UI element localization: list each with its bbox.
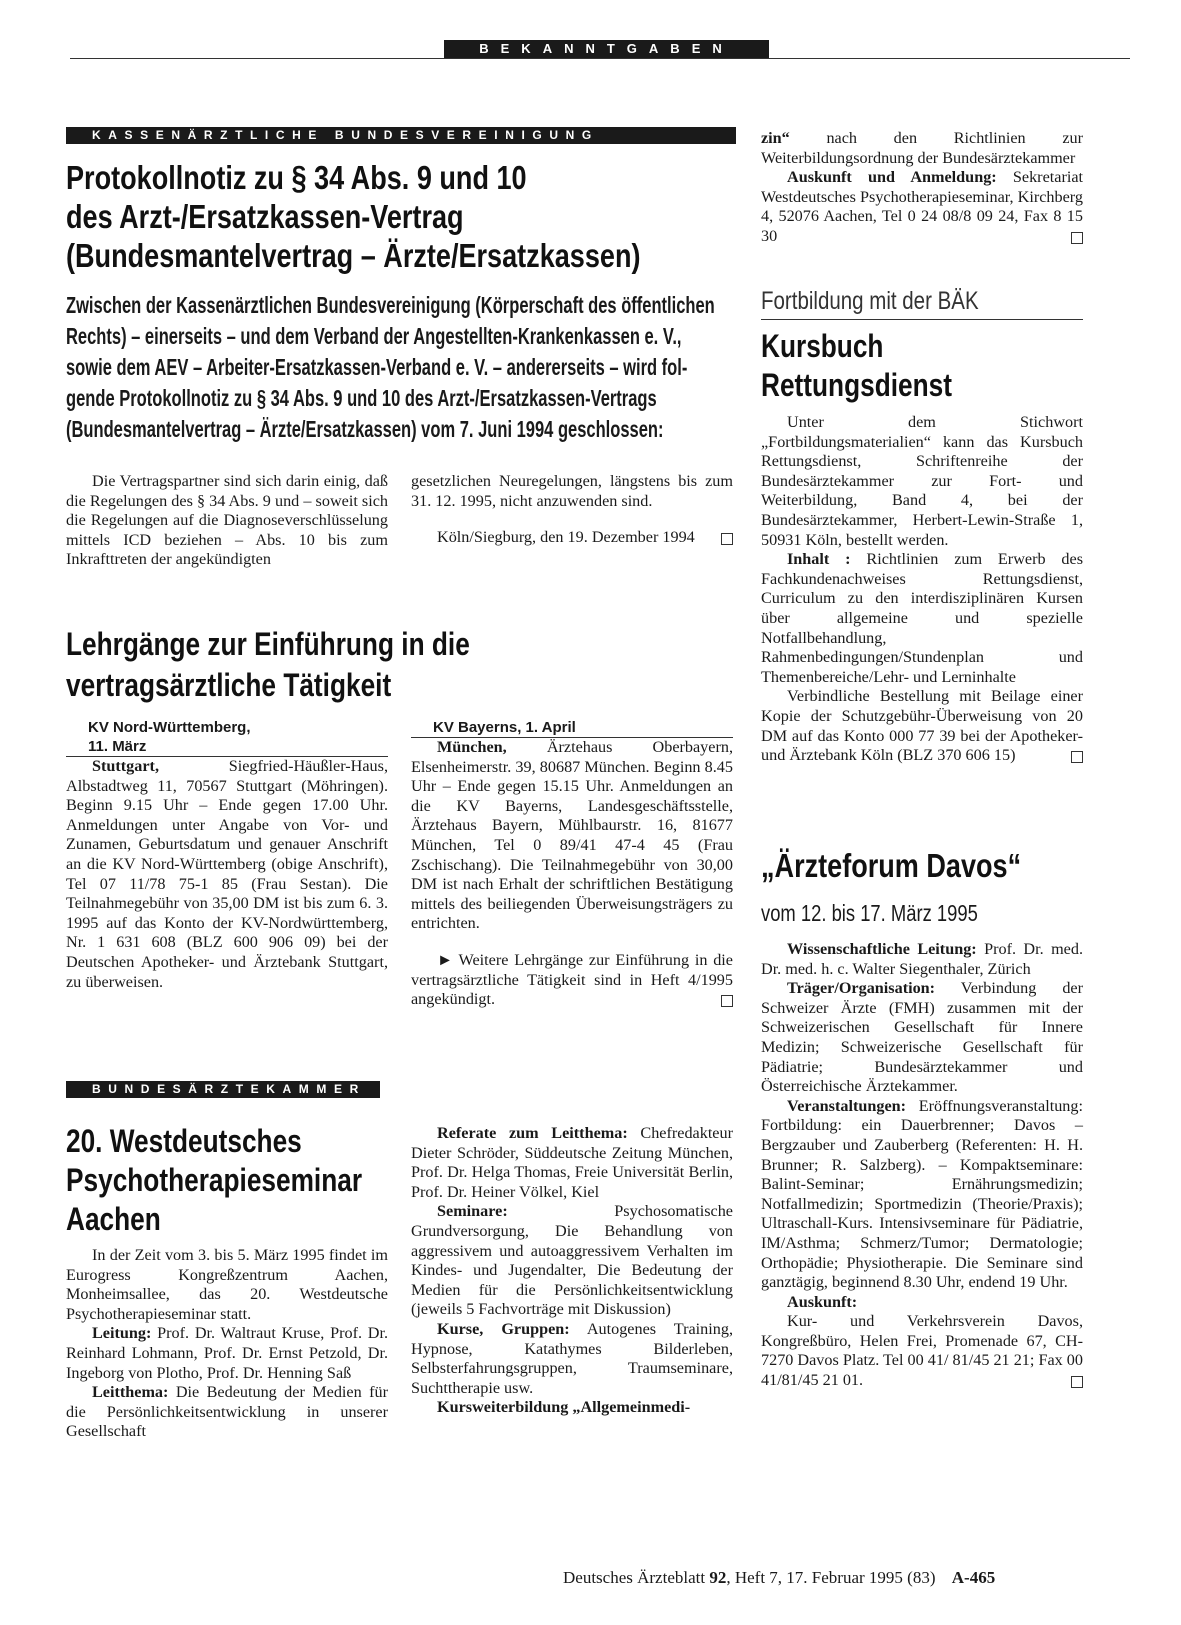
kbv-text-col1: Die Vertragspartner sind sich darin einig, daß die Regelungen des § 34 Abs. 9 und – soweit sich die Regelungen auf die Diagnoseverschlüsselung mittels ICD beziehen – Abs. 10 bis zum Inkrafttreten der angekündigten	[66, 472, 388, 569]
lehrgaenge-title: Lehrgänge zur Einführung in die vertragsärztliche Tätigkeit	[66, 626, 470, 703]
davos-text: Wissenschaftliche Leitung: Prof. Dr. med. Dr. med. h. c. Walter Siegenthaler, Zürich Träger/Organisation: Verbindung der Schweizer Ärzte (FMH) zusammen mit der Schweizerischen Gesellschaft für Innere Medizin; Schweizerische Gesellschaft für Pädiatrie; Bundesärztekammer und Österreichische Ärztekammer. Veranstaltungen: Eröffnungsveranstaltung: Fortbildung: ein Dauerbrenner; Davos – Bergzauber und Zauberberg (Referenten: H. H. Brunner; R. Salzberg). – Kompaktseminare: Balint-Seminar; Ernährungsmedizin; Notfallmedizin; Sportmedizin (Theorie/Praxis); Ultraschall-Kurs. Intensivseminare für Pädiatrie, IM/Asthma; Schmerz/Tumor; Dermatologie; Orthopädie; Physiotherapie. Die Seminare sind ganztägig, beginnend 8.30 Uhr, endend 19 Uhr. Auskunft: Kur- und Verkehrsverein Davos, Kongreßbüro, Helen Frei, Promenade 67, CH-7270 Davos Platz. Tel 00 41/ 81/45 21 21; Fax 00 41/81/45 21 01.	[761, 940, 1083, 1390]
kv-bayern-col: KV Bayerns, 1. April München, Ärztehaus Oberbayern, Elsenheimerstr. 39, 80687 München. Beginn 8.45 Uhr – Ende gegen 15.15 Uhr. Anmeldungen an die KV Bayerns, Landesgeschäftsstelle, Ärztehaus Bayern, Mühlbaurstr. 16, 81677 München, Tel 0 89/41 47-4 45 (Frau Zschischang). Die Teilnahmegebühr von 30,00 DM ist nach Erhalt der schriftlichen Bestätigung mittels des beiliegenden Überweisungsträgers zu entrichten. ► Weitere Lehrgänge zur Einführung in die vertragsärztliche Tätigkeit sind in Heft 4/1995 angekündigt.	[411, 719, 733, 1009]
end-mark-icon	[1071, 232, 1083, 244]
kicker-rule	[761, 319, 1083, 320]
kv-nord-heading: KV Nord-Württemberg, 11. März	[66, 718, 388, 757]
page-footer	[563, 1567, 995, 1589]
journal-name: Deutsches Ärzteblatt	[563, 1568, 706, 1587]
more-courses-note: ► Weitere Lehrgänge zur Einführung in die vertragsärztliche Tätigkeit sind in Heft 4/1995 angekündigt.	[411, 950, 733, 1009]
kv-bayern-heading: KV Bayerns, 1. April	[411, 718, 733, 738]
journal-issue: , Heft 7, 17. Februar 1995 (83)	[726, 1568, 936, 1587]
psycho-seminar-title: 20. Westdeutsches Psychotherapieseminar Aachen	[66, 1123, 363, 1237]
psycho-col1: In der Zeit vom 3. bis 5. März 1995 findet im Eurogress Kongreßzentrum Aachen, Monheimsallee, das 20. Westdeutsche Psychotherapieseminar statt. Leitung: Prof. Dr. Waltraut Kruse, Prof. Dr. Reinhard Lohmann, Prof. Dr. Ernst Petzold, Dr. Ingeborg von Plotho, Prof. Dr. Henning Saß Leitthema: Die Bedeutung der Medien für die Persönlichkeitsentwicklung in unserer Gesellschaft	[66, 1246, 388, 1441]
davos-subtitle: vom 12. bis 17. März 1995	[761, 900, 978, 926]
top-rule	[70, 58, 1130, 59]
section-banner: BEKANNTGABEN	[444, 40, 769, 58]
end-mark-icon	[1071, 751, 1083, 763]
end-mark-icon	[721, 533, 733, 545]
kbv-signature: Köln/Siegburg, den 19. Dezember 1994	[437, 528, 695, 547]
kursbuch-text: Unter dem Stichwort „Fortbildungsmaterialien“ kann das Kursbuch Rettungsdienst, Schriftenreihe der Bundesärztekammer zur Fort- und Weiterbildung, Band 4, bei der Bundesärztekammer, Herbert-Lewin-Straße 1, 50931 Köln, bestellt werden. Inhalt : Richtlinien zum Erwerb des Fachkundenachweises Rettungsdienst, Curriculum zu den interdisziplinären Kursen über allgemeine und spezielle Notfallbehandlung, Rahmenbedingungen/Stundenplan und Themenbereiche/Lehr- und Lerninhalte Verbindliche Bestellung mit Beilage einer Kopie der Schutzgebühr-Überweisung von 20 DM auf das Konto 000 77 39 bei der Apotheker- und Ärztebank Köln (BLZ 370 606 15)	[761, 413, 1083, 765]
kursbuch-kicker: Fortbildung mit der BÄK	[761, 287, 979, 315]
psycho-col2: Referate zum Leitthema: Chefredakteur Dieter Schröder, Süddeutsche Zeitung München, Prof. Dr. Helga Thomas, Freie Universität Berlin, Prof. Dr. Heiner Völkel, Kiel Seminare: Psychosomatische Grundversorgung, Die Behandlung von aggressivem und autoaggressivem Verhalten im Kindes- und Jugendalter, Die Bedeutung der Medien für die Persönlichkeitsentwicklung (jeweils 5 Fachvorträge mit Diskussion) Kurse, Gruppen: Autogenes Training, Hypnose, Katathymes Bilderleben, Selbsterfahrungsgruppen, Traumseminare, Suchttherapie usw. Kursweiterbildung „Allgemeinmedi-	[411, 1124, 733, 1417]
davos-title: „Ärzteforum Davos“	[761, 847, 1022, 884]
page-number: A-465	[951, 1568, 996, 1587]
kursbuch-title: Kursbuch Rettungsdienst	[761, 328, 952, 403]
kbv-title: Protokollnotiz zu § 34 Abs. 9 und 10 des Arzt-/Ersatzkassen-Vertrag (Bundesmantelvertrag – Ärzte/Ersatzkassen)	[66, 159, 641, 274]
journal-volume: 92	[709, 1568, 727, 1587]
baek-section-bar: BUNDESÄRZTEKAMMER	[66, 1081, 380, 1098]
psycho-continued: zin“ nach den Richtlinien zur Weiterbildungsordnung der Bundesärztekammer Auskunft und Anmeldung: Sekretariat Westdeutsches Psychotherapieseminar, Kirchberg 4, 52076 Aachen, Tel 0 24 08/8 09 24, Fax 8 15 30	[761, 129, 1084, 245]
kbv-intro: Zwischen der Kassenärztlichen Bundesvereinigung (Körperschaft des öffentlichen Rechts) – einerseits – und dem Verband der Angestellten-Krankenkassen e. V., sowie dem AEV – Arbeiter-Ersatzkassen-Verband e. V. – andererseits – wird fol- gende Protokollnotiz zu § 34 Abs. 9 und 10 des Arzt-/Ersatzkassen-Vertrags (Bundesmantelvertrag – Ärzte/Ersatzkassen) vom 7. Juni 1994 geschlossen:	[66, 292, 715, 442]
kv-nord-col: KV Nord-Württemberg, 11. März Stuttgart, Siegfried-Häußler-Haus, Albstadtweg 11, 70567 Stuttgart (Möhringen). Beginn 9.15 Uhr – Ende gegen 17.00 Uhr. Anmeldungen unter Angabe von Vor- und Zunamen, Geburtsdatum und genauer Anschrift an die KV Nord-Württemberg (obige Anschrift), Tel 07 11/78 75-1 85 (Frau Sestan). Die Teilnahmegebühr von 35,00 DM ist bis zum 6. 3. 1995 auf das Konto der KV-Nordwürttemberg, Nr. 1 631 608 (BLZ 600 906 09) bei der Deutschen Apotheker- und Ärztebank Stuttgart, zu überweisen.	[66, 719, 388, 991]
end-mark-icon	[721, 995, 733, 1007]
end-mark-icon	[1071, 1376, 1083, 1388]
kbv-text-col2: gesetzlichen Neuregelungen, längstens bis zum 31. 12. 1995, nicht anzuwenden sind. Köln/Siegburg, den 19. Dezember 1994	[411, 472, 733, 547]
kbv-section-bar: KASSENÄRZTLICHE BUNDESVEREINIGUNG	[66, 127, 736, 144]
